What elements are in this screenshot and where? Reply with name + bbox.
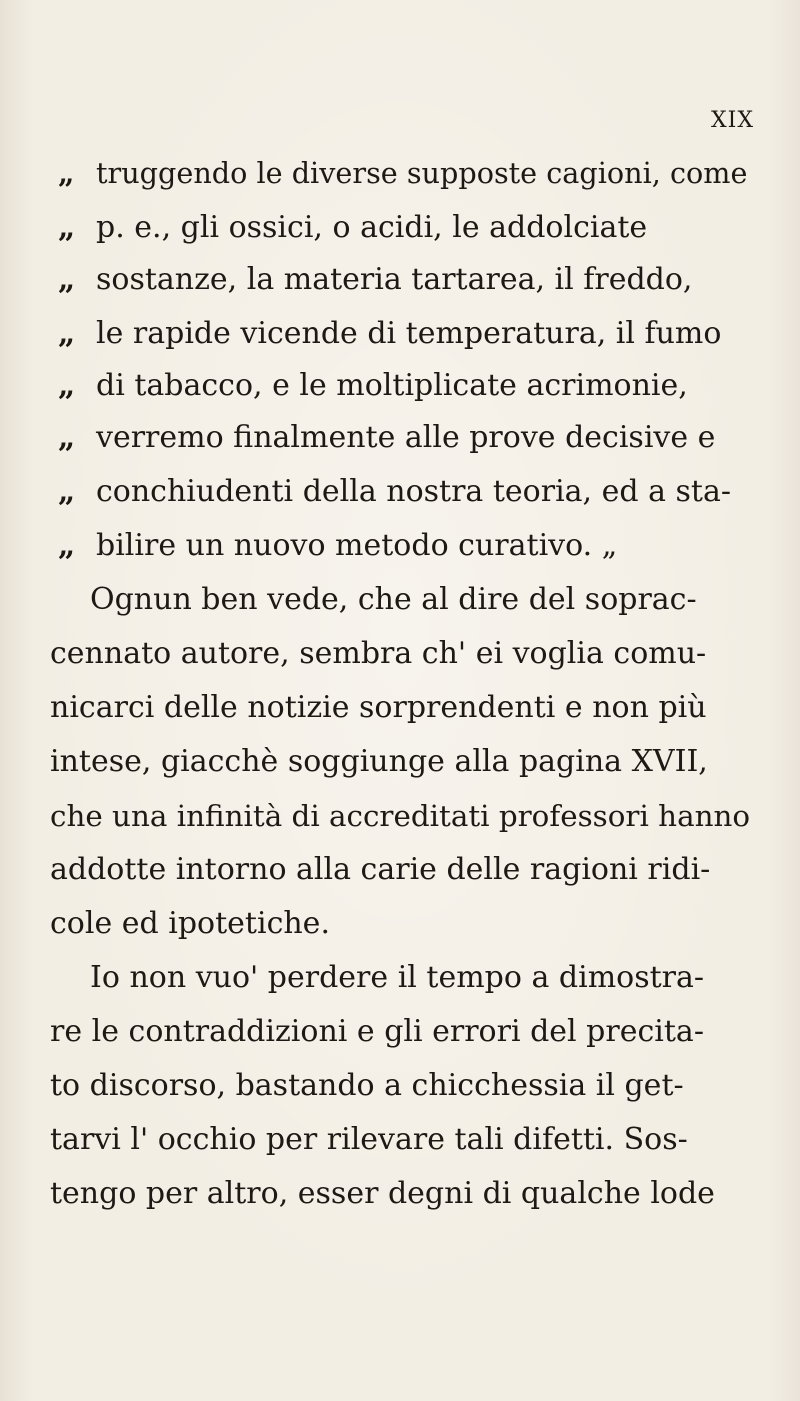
line-text: tengo per altro, esser degni di qualche lode: [50, 1176, 715, 1211]
page-number: XIX: [711, 108, 755, 133]
quote-mark: „: [58, 368, 76, 403]
line-text: le rapide vicende di temperatura, il fumo: [96, 316, 722, 351]
line-text: cole ed ipotetiche.: [50, 906, 330, 941]
text-line: [50, 852, 750, 888]
text-line: [50, 906, 750, 942]
text-line: [58, 155, 746, 191]
line-text: di tabacco, e le moltiplicate acrimonie,: [96, 368, 688, 403]
line-text: verremo finalmente alle prove decisive e: [96, 420, 716, 455]
quote-mark: „: [58, 156, 75, 190]
line-text: che una infinità di accreditati professori hanno: [50, 799, 751, 833]
quote-mark: „: [58, 316, 76, 351]
line-text: nicarci delle notizie sorprendenti e non più: [50, 690, 707, 725]
line-text: conchiudenti della nostra teoria, ed a sta-: [96, 474, 732, 509]
line-text: intese, giacchè soggiunge alla pagina XVII,: [50, 744, 708, 779]
line-text: Io non vuo' perdere il tempo a dimostra-: [90, 960, 705, 995]
text-line: [50, 1068, 750, 1104]
text-line: [50, 1176, 750, 1212]
line-text: tarvi l' occhio per rilevare tali difetti. Sos-: [50, 1122, 688, 1157]
quote-mark: „: [58, 210, 76, 245]
line-text: truggendo le diverse supposte cagioni, come: [96, 156, 748, 190]
text-line: [58, 210, 746, 246]
text-line: [58, 316, 746, 352]
text-line: [58, 528, 746, 564]
line-text: re le contraddizioni e gli errori del precita-: [50, 1014, 704, 1049]
text-line: [50, 744, 750, 780]
text-line: [50, 636, 750, 672]
line-text: addotte intorno alla carie delle ragioni ridi-: [50, 852, 711, 887]
text-line: [50, 690, 750, 726]
text-line: [50, 798, 750, 834]
quote-mark: „: [58, 420, 76, 455]
line-text: cennato autore, sembra ch' ei voglia comu-: [50, 636, 707, 671]
text-line: [58, 368, 746, 404]
line-text: sostanze, la materia tartarea, il freddo,: [96, 262, 693, 297]
text-line: [58, 420, 746, 456]
line-text: p. e., gli ossici, o acidi, le addolciate: [96, 210, 648, 245]
line-text: Ognun ben vede, che al dire del soprac-: [90, 582, 697, 617]
quote-mark: „: [58, 262, 76, 297]
line-text: bilire un nuovo metodo curativo. „: [96, 528, 618, 563]
quote-mark: „: [58, 528, 76, 563]
text-line: [50, 1014, 750, 1050]
line-text: to discorso, bastando a chicchessia il get-: [50, 1068, 684, 1103]
text-line: [90, 582, 750, 618]
text-line: [50, 1122, 750, 1158]
text-line: [58, 474, 746, 510]
text-line: [58, 262, 746, 298]
quote-mark: „: [58, 474, 76, 509]
text-line: [90, 960, 750, 996]
